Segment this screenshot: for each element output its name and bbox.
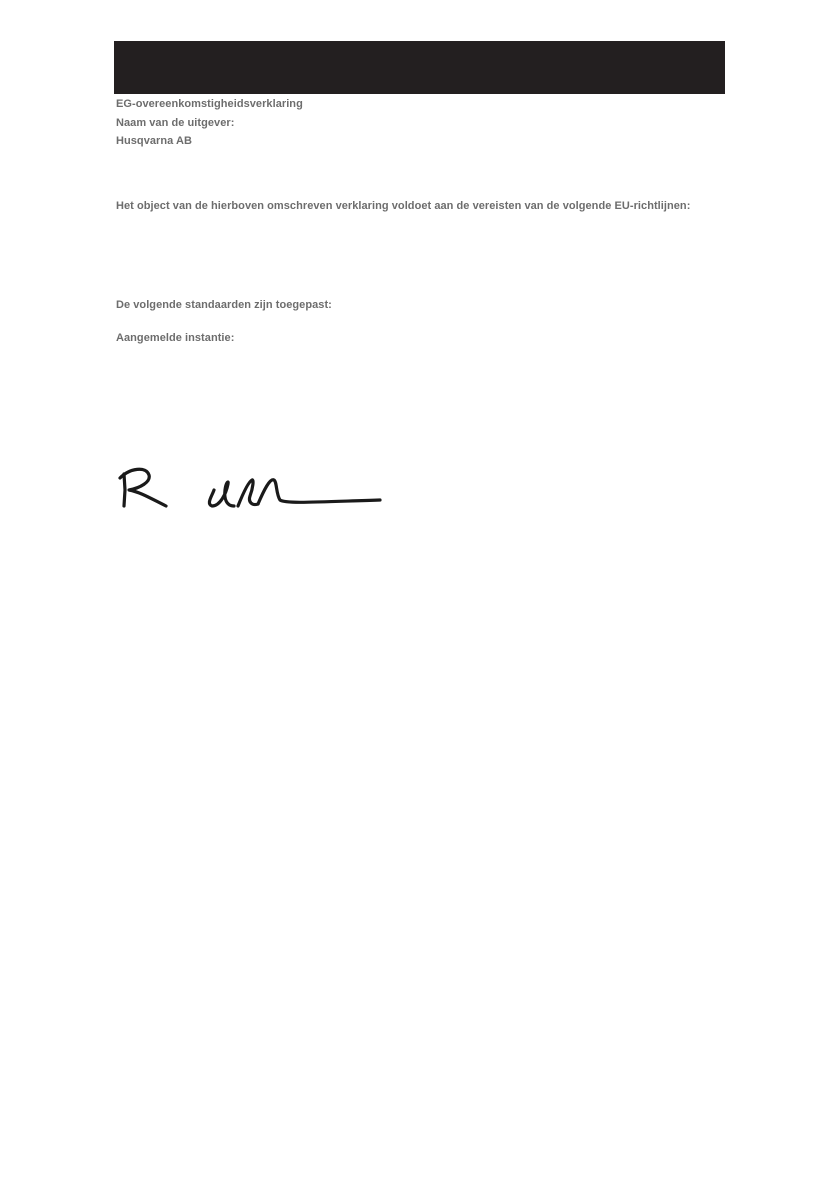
declaration-title: EG-overeenkomstigheidsverklaring (116, 98, 303, 110)
notified-body-label: Aangemelde instantie: (116, 332, 235, 344)
header-bar (114, 41, 725, 94)
signature-image (116, 460, 386, 516)
standards-label: De volgende standaarden zijn toegepast: (116, 299, 332, 311)
publisher-name: Husqvarna AB (116, 135, 192, 147)
directives-statement: Het object van de hierboven omschreven verklaring voldoet aan de vereisten van de volgende EU-richtlijnen: (116, 200, 691, 212)
publisher-label: Naam van de uitgever: (116, 117, 235, 129)
